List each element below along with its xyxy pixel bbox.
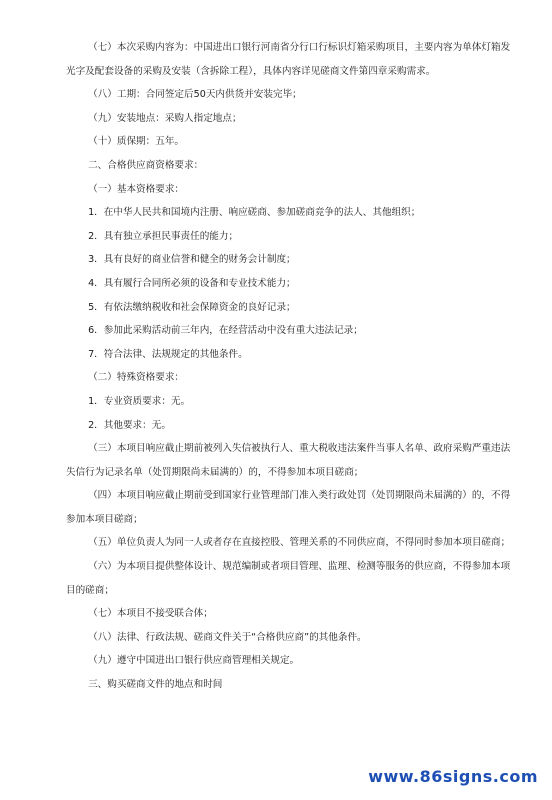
list-item-basic-6: 6．参加此采购活动前三年内，在经营活动中没有重大违法记录； xyxy=(88,325,363,337)
section-heading-purchase-docs: 三、购买磋商文件的地点和时间 xyxy=(88,679,223,691)
paragraph-clause-7: （七）本项目不接受联合体； xyxy=(88,608,213,620)
document-body xyxy=(66,36,516,697)
list-item-basic-1: 1．在中华人民共和国境内注册、响应磋商、参加磋商竞争的法人、其他组织； xyxy=(88,207,421,219)
paragraph-clause-9: （九）遵守中国进出口银行供应商管理相关规定。 xyxy=(88,655,300,667)
subheading-basic-requirements: （一）基本资格要求： xyxy=(88,183,185,195)
paragraph-installation-site: （九）安装地点：采购人指定地点； xyxy=(88,112,242,124)
paragraph-clause-4: （四）本项目响应截止期前受到国家行业管理部门准入类行政处罚（处罚期限尚未届满的）的，不得参加本项目磋商； xyxy=(66,490,511,525)
list-item-basic-3: 3．具有良好的商业信誉和健全的财务会计制度； xyxy=(88,254,296,266)
list-item-special-2: 2．其他要求：无。 xyxy=(88,419,171,431)
subheading-special-requirements: （二）特殊资格要求： xyxy=(88,372,185,384)
paragraph-procurement-content: （七）本次采购内容为：中国进出口银行河南省分行口行标识灯箱采购项目，主要内容为单体灯箱发光字及配套设备的采购及安装（含拆除工程），具体内容详见磋商文件第四章采购需求。 xyxy=(66,42,511,77)
list-item-special-1: 1．专业资质要求：无。 xyxy=(88,395,191,407)
paragraph-clause-3: （三）本项目响应截止期前被列入失信被执行人、重大税收违法案件当事人名单、政府采购严重违法失信行为记录名单（处罚期限尚未届满的）的，不得参加本项目磋商； xyxy=(66,443,511,478)
paragraph-warranty: （十）质保期：五年。 xyxy=(88,136,185,148)
list-item-basic-5: 5．有依法缴纳税收和社会保障资金的良好记录； xyxy=(88,301,296,313)
paragraph-construction-period: （八）工期：合同签定后50天内供货并安装完毕； xyxy=(88,89,302,101)
list-item-basic-4: 4．具有履行合同所必须的设备和专业技术能力； xyxy=(88,277,296,289)
paragraph-clause-6: （六）为本项目提供整体设计、规范编制或者项目管理、监理、检测等服务的供应商，不得参加本项目的磋商； xyxy=(66,561,511,596)
paragraph-clause-5: （五）单位负责人为同一人或者存在直接控股、管理关系的不同供应商，不得同时参加本项目磋商； xyxy=(88,537,511,549)
paragraph-clause-8: （八）法律、行政法规、磋商文件关于“合格供应商”的其他条件。 xyxy=(88,631,367,643)
section-heading-qualification: 二、合格供应商资格要求： xyxy=(88,159,204,171)
site-watermark: www.86signs.com xyxy=(368,767,538,786)
list-item-basic-7: 7．符合法律、法规规定的其他条件。 xyxy=(88,348,248,360)
list-item-basic-2: 2．具有独立承担民事责任的能力； xyxy=(88,230,239,242)
